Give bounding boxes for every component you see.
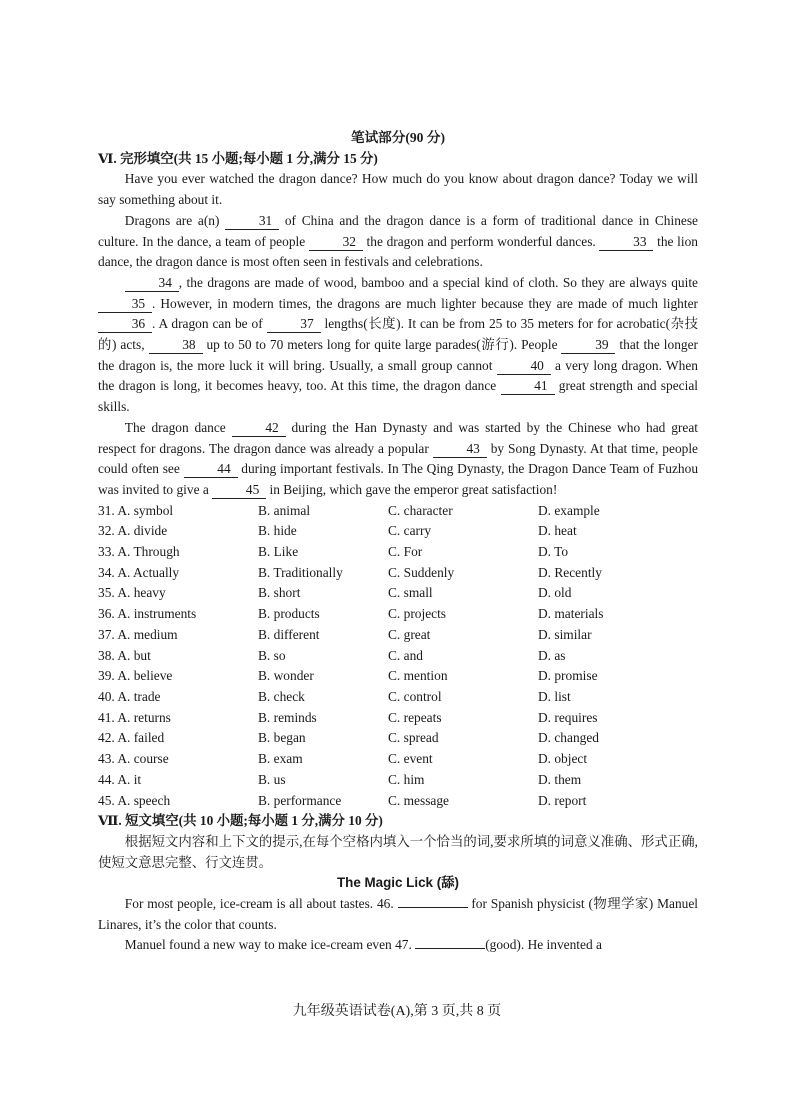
blank-31: 31	[225, 213, 279, 230]
option-cell: 33. A. Through	[98, 544, 180, 560]
option-row	[98, 687, 698, 708]
option-cell: D. materials	[538, 606, 604, 622]
blank-34: 34	[125, 275, 179, 292]
option-cell: D. similar	[538, 626, 592, 642]
option-row	[98, 542, 698, 563]
blank-35: 35	[98, 296, 152, 313]
option-cell: D. requires	[538, 709, 598, 725]
option-row	[98, 501, 698, 522]
text: the dragon and perform wonderful dances.	[362, 233, 600, 249]
option-cell: D. them	[538, 771, 582, 787]
blank-47	[415, 948, 485, 949]
section-7-heading: Ⅶ. 短文填空(共 10 小题;每小题 1 分,满分 10 分)	[98, 813, 383, 829]
option-row	[98, 625, 698, 646]
text: The dragon dance	[124, 419, 232, 435]
option-cell: B. Like	[258, 544, 299, 560]
text: Dragons are a(n)	[124, 212, 226, 228]
option-cell: C. small	[388, 585, 433, 601]
option-cell: 31. A. symbol	[98, 502, 174, 518]
option-row	[98, 646, 698, 667]
option-cell: C. repeats	[388, 709, 442, 725]
section-7-instruction: 根据短文内容和上下文的提示,在每个空格内填入一个恰当的词,要求所填的词意义准确、形式正确,使短文意思完整、行文连贯。	[98, 833, 698, 870]
option-cell: B. products	[258, 606, 320, 622]
option-cell: 38. A. but	[98, 647, 151, 663]
option-cell: C. spread	[388, 730, 439, 746]
option-cell: 40. A. trade	[98, 688, 161, 704]
blank-46	[398, 907, 468, 908]
option-cell: 42. A. failed	[98, 730, 165, 746]
blank-43: 43	[433, 441, 487, 458]
option-row	[98, 521, 698, 542]
blank-45: 45	[212, 482, 266, 499]
blank-32: 32	[309, 234, 363, 251]
text: a very long dragon. When the dragon is long, it becomes heavy, too. At this time, the dragon dance	[98, 357, 698, 394]
text: in Beijing, which gave the emperor great satisfaction!	[266, 481, 558, 497]
options-table	[98, 501, 698, 812]
option-cell: C. mention	[388, 668, 448, 684]
option-cell: D. promise	[538, 668, 598, 684]
option-cell: D. as	[538, 647, 566, 663]
option-cell: B. us	[258, 771, 286, 787]
text: up to 50 to 70 meters long for quite large parades(游行). People	[202, 337, 562, 353]
option-cell: C. him	[388, 771, 425, 787]
cloze-paragraph-3	[98, 273, 698, 418]
text: that the longer the dragon is, the more luck it will bring. Usually, a small group cannot	[98, 337, 698, 373]
option-cell: 41. A. returns	[98, 709, 171, 725]
option-row	[98, 666, 698, 687]
option-cell: D. object	[538, 751, 588, 767]
option-row	[98, 604, 698, 625]
option-row	[98, 563, 698, 584]
option-cell: B. different	[258, 626, 320, 642]
text: , the dragons are made of wood, bamboo and a special kind of cloth. So they are always quite	[178, 274, 698, 290]
blank-36: 36	[98, 316, 152, 333]
option-row	[98, 708, 698, 729]
option-cell: D. To	[538, 544, 569, 560]
option-row	[98, 791, 698, 812]
text: Manuel found a new way to make ice-cream even 47.	[124, 937, 416, 953]
text: for Spanish physicist (物理学家) Manuel Linares, it’s the color that counts.	[98, 896, 698, 932]
passage-title: The Magic Lick (舔)	[336, 875, 460, 891]
option-cell: D. list	[538, 688, 571, 704]
text: by Song Dynasty. At that time, people could often see	[98, 440, 698, 477]
passage-paragraph-2	[98, 935, 698, 956]
option-row	[98, 749, 698, 770]
blank-37: 37	[267, 316, 321, 333]
text: For most people, ice-cream is all about tastes. 46.	[124, 896, 398, 912]
blank-39: 39	[561, 337, 615, 354]
text: lengths(长度). It can be from 25 to 35 meters for for acrobatic(杂技的) acts,	[98, 316, 698, 353]
option-cell: B. performance	[258, 792, 342, 808]
option-cell: B. hide	[258, 523, 297, 539]
option-cell: 36. A. instruments	[98, 606, 197, 622]
option-cell: 45. A. speech	[98, 792, 171, 808]
option-row	[98, 770, 698, 791]
option-cell: D. changed	[538, 730, 599, 746]
option-cell: 44. A. it	[98, 771, 142, 787]
option-cell: C. carry	[388, 523, 432, 539]
option-cell: C. For	[388, 544, 423, 560]
text: during the Han Dynasty and was started by the Chinese who had great respect for dragons. The dragon dance was already a popular	[98, 419, 698, 456]
blank-33: 33	[599, 234, 653, 251]
option-cell: D. heat	[538, 523, 577, 539]
option-cell: D. report	[538, 792, 587, 808]
option-cell: B. Traditionally	[258, 564, 343, 580]
option-cell: B. wonder	[258, 668, 314, 684]
option-cell: B. check	[258, 688, 305, 704]
option-cell: C. projects	[388, 606, 447, 622]
option-cell: B. reminds	[258, 709, 317, 725]
option-cell: D. example	[538, 502, 600, 518]
option-cell: C. message	[388, 792, 449, 808]
option-cell: 39. A. believe	[98, 668, 173, 684]
text: (good). He invented a	[485, 937, 602, 953]
blank-41: 41	[501, 378, 555, 395]
text: during important festivals. In The Qing Dynasty, the Dragon Dance Team of Fuzhou was invited to give a	[98, 461, 699, 497]
option-cell: C. character	[388, 502, 453, 518]
option-cell: 35. A. heavy	[98, 585, 166, 601]
option-cell: 43. A. course	[98, 751, 169, 767]
blank-42: 42	[232, 420, 286, 437]
section-6-heading: Ⅵ. 完形填空(共 15 小题;每小题 1 分,满分 15 分)	[98, 150, 378, 166]
option-cell: C. great	[388, 626, 431, 642]
cloze-paragraph-1: Have you ever watched the dragon dance? How much do you know about dragon dance? Today we will say something about it.	[98, 171, 698, 208]
exam-page	[98, 128, 698, 956]
option-cell: C. Suddenly	[388, 564, 455, 580]
text: of China and the dragon dance is a form of traditional dance in Chinese culture. In the dance, a team of people	[98, 212, 698, 249]
page-footer: 九年级英语试卷(A),第 3 页,共 8 页	[292, 1004, 502, 1019]
blank-44: 44	[184, 461, 238, 478]
text: . However, in modern times, the dragons are much lighter because they are made of much lighter	[152, 295, 698, 311]
option-cell: C. event	[388, 751, 433, 767]
cloze-paragraph-4	[98, 418, 698, 501]
option-cell: B. began	[258, 730, 306, 746]
text: . A dragon can be of	[152, 316, 267, 332]
passage-paragraph-1	[98, 894, 698, 935]
option-cell: D. Recently	[538, 564, 602, 580]
option-cell: B. short	[258, 585, 301, 601]
option-cell: C. control	[388, 688, 442, 704]
text: the lion dance, the dragon dance is most often seen in festivals and celebrations.	[98, 233, 698, 270]
blank-38: 38	[149, 337, 203, 354]
option-cell: 37. A. medium	[98, 626, 178, 642]
option-cell: B. so	[258, 647, 286, 663]
option-row	[98, 728, 698, 749]
option-cell: 32. A. divide	[98, 523, 168, 539]
option-row	[98, 583, 698, 604]
option-cell: C. and	[388, 647, 423, 663]
option-cell: D. old	[538, 585, 572, 601]
cloze-paragraph-2	[98, 211, 698, 273]
page-title: 笔试部分(90 分)	[350, 130, 445, 145]
blank-40: 40	[497, 358, 551, 375]
option-cell: B. exam	[258, 751, 303, 767]
text: great strength and special skills.	[98, 378, 698, 415]
option-cell: B. animal	[258, 502, 311, 518]
option-cell: 34. A. Actually	[98, 564, 180, 580]
